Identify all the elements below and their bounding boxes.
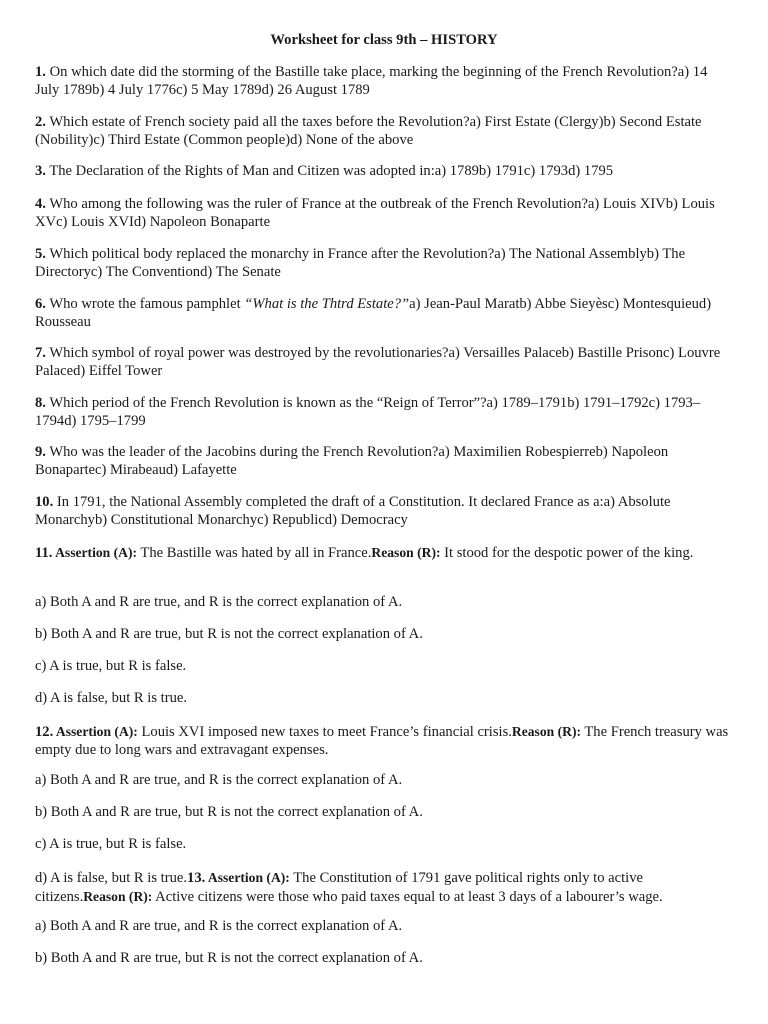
question-5 bbox=[35, 246, 735, 281]
assertion-label: Assertion (A): bbox=[205, 870, 290, 885]
question-number: 3. bbox=[35, 163, 46, 179]
question-number: 9. bbox=[35, 444, 46, 460]
question-text: Who among the following was the ruler of France at the outbreak of the French Revolution?a) Louis XIVb) Louis XVc) Louis XVId) Napoleon Bonaparte bbox=[35, 196, 715, 230]
assertion-reason-12 bbox=[35, 723, 735, 759]
question-text: Which estate of French society paid all the taxes before the Revolution?a) First Estate (Clergy)b) Second Estate (Nobility)c) Third Estate (Common people)d) None of the above bbox=[35, 114, 702, 148]
reason-label: Reason (R): bbox=[371, 545, 441, 560]
question-1 bbox=[35, 64, 735, 99]
question-text: In 1791, the National Assembly completed the draft of a Constitution. It declared France as a:a) Absolute Monarchyb) Constitutional Monarchyc) Republicd) Democracy bbox=[35, 494, 671, 528]
assertion-label: Assertion (A): bbox=[53, 724, 138, 739]
question-number: 1. bbox=[35, 64, 46, 80]
question-options: a) Jean-Paul Maratb) Abbe Sieyèsc) Montesquieud) Rousseau bbox=[35, 296, 712, 330]
option-d: d) A is false, but R is true. bbox=[35, 690, 188, 706]
question-10 bbox=[35, 494, 735, 529]
option-a: a) Both A and R are true, and R is the correct explanation of A. bbox=[35, 772, 403, 788]
question-3 bbox=[35, 163, 735, 181]
question-number: 11. bbox=[35, 545, 53, 561]
question-text: Which political body replaced the monarchy in France after the Revolution?a) The National Assemblyb) The Directoryc) The Conventiond) The Senate bbox=[35, 246, 686, 280]
question-2 bbox=[35, 114, 735, 149]
pamphlet-title: “What is the Thtrd Estate?” bbox=[244, 296, 410, 312]
question-8 bbox=[35, 395, 735, 430]
assertion-label: Assertion (A): bbox=[52, 545, 138, 560]
option-b: b) Both A and R are true, but R is not the correct explanation of A. bbox=[35, 626, 423, 642]
question-number: 5. bbox=[35, 246, 46, 262]
question-4 bbox=[35, 196, 735, 231]
option-b: b) Both A and R are true, but R is not the correct explanation of A. bbox=[35, 804, 423, 820]
question-number: 8. bbox=[35, 395, 46, 411]
question-text: Which period of the French Revolution is known as the “Reign of Terror”?a) 1789–1791b) 1791–1792c) 1793–1794d) 1795–1799 bbox=[35, 395, 701, 429]
reason-label: Reason (R): bbox=[83, 888, 153, 904]
reason-text: Active citizens were those who paid taxes equal to at least 3 days of a labourer’s wage. bbox=[152, 888, 663, 905]
question-number: 6. bbox=[35, 296, 46, 312]
assertion-text: The Bastille was hated by all in France. bbox=[137, 545, 372, 561]
question-9 bbox=[35, 444, 735, 479]
option-b: b) Both A and R are true, but R is not the correct explanation of A. bbox=[35, 950, 423, 966]
question-7 bbox=[35, 345, 735, 380]
question-number: 13. bbox=[187, 870, 206, 886]
option-c: c) A is true, but R is false. bbox=[35, 836, 187, 852]
question-text: On which date did the storming of the Bastille take place, marking the beginning of the French Revolution?a) 14 July 1789b) 4 July 1776c) 5 May 1789d) 26 August 1789 bbox=[35, 64, 708, 98]
option-a: a) Both A and R are true, and R is the correct explanation of A. bbox=[35, 594, 403, 610]
reason-text: The French treasury was empty due to long wars and extravagant expenses. bbox=[35, 724, 729, 758]
reason-label: Reason (R): bbox=[511, 724, 581, 739]
option-d: d) A is false, but R is true. bbox=[35, 870, 188, 886]
option-d-with-question-13 bbox=[35, 869, 735, 906]
question-text: Who wrote the famous pamphlet bbox=[45, 296, 245, 312]
option-c: c) A is true, but R is false. bbox=[35, 658, 187, 674]
question-number: 7. bbox=[35, 345, 46, 361]
question-number: 4. bbox=[35, 196, 46, 212]
question-text: Who was the leader of the Jacobins during the French Revolution?a) Maximilien Robespierreb) Napoleon Bonapartec) Mirabeaud) Lafayette bbox=[35, 444, 669, 478]
question-text: Which symbol of royal power was destroyed by the revolutionaries?a) Versailles Palaceb) Bastille Prisonc) Louvre Palaced) Eiffel Tower bbox=[35, 345, 721, 379]
question-number: 12. bbox=[35, 724, 54, 740]
assertion-text: Louis XVI imposed new taxes to meet France’s financial crisis. bbox=[137, 724, 512, 740]
question-number: 10. bbox=[35, 494, 54, 510]
assertion-text: The Constitution of 1791 gave political rights only to active citizens. bbox=[35, 870, 644, 905]
reason-text: It stood for the despotic power of the king. bbox=[440, 545, 694, 561]
option-a: a) Both A and R are true, and R is the correct explanation of A. bbox=[35, 918, 403, 934]
question-number: 2. bbox=[35, 114, 46, 130]
assertion-reason-11 bbox=[35, 544, 735, 563]
question-text: The Declaration of the Rights of Man and Citizen was adopted in:a) 1789b) 1791c) 1793d) 1795 bbox=[45, 163, 614, 179]
question-6 bbox=[35, 296, 735, 331]
worksheet-title: Worksheet for class 9th – HISTORY bbox=[270, 32, 498, 48]
